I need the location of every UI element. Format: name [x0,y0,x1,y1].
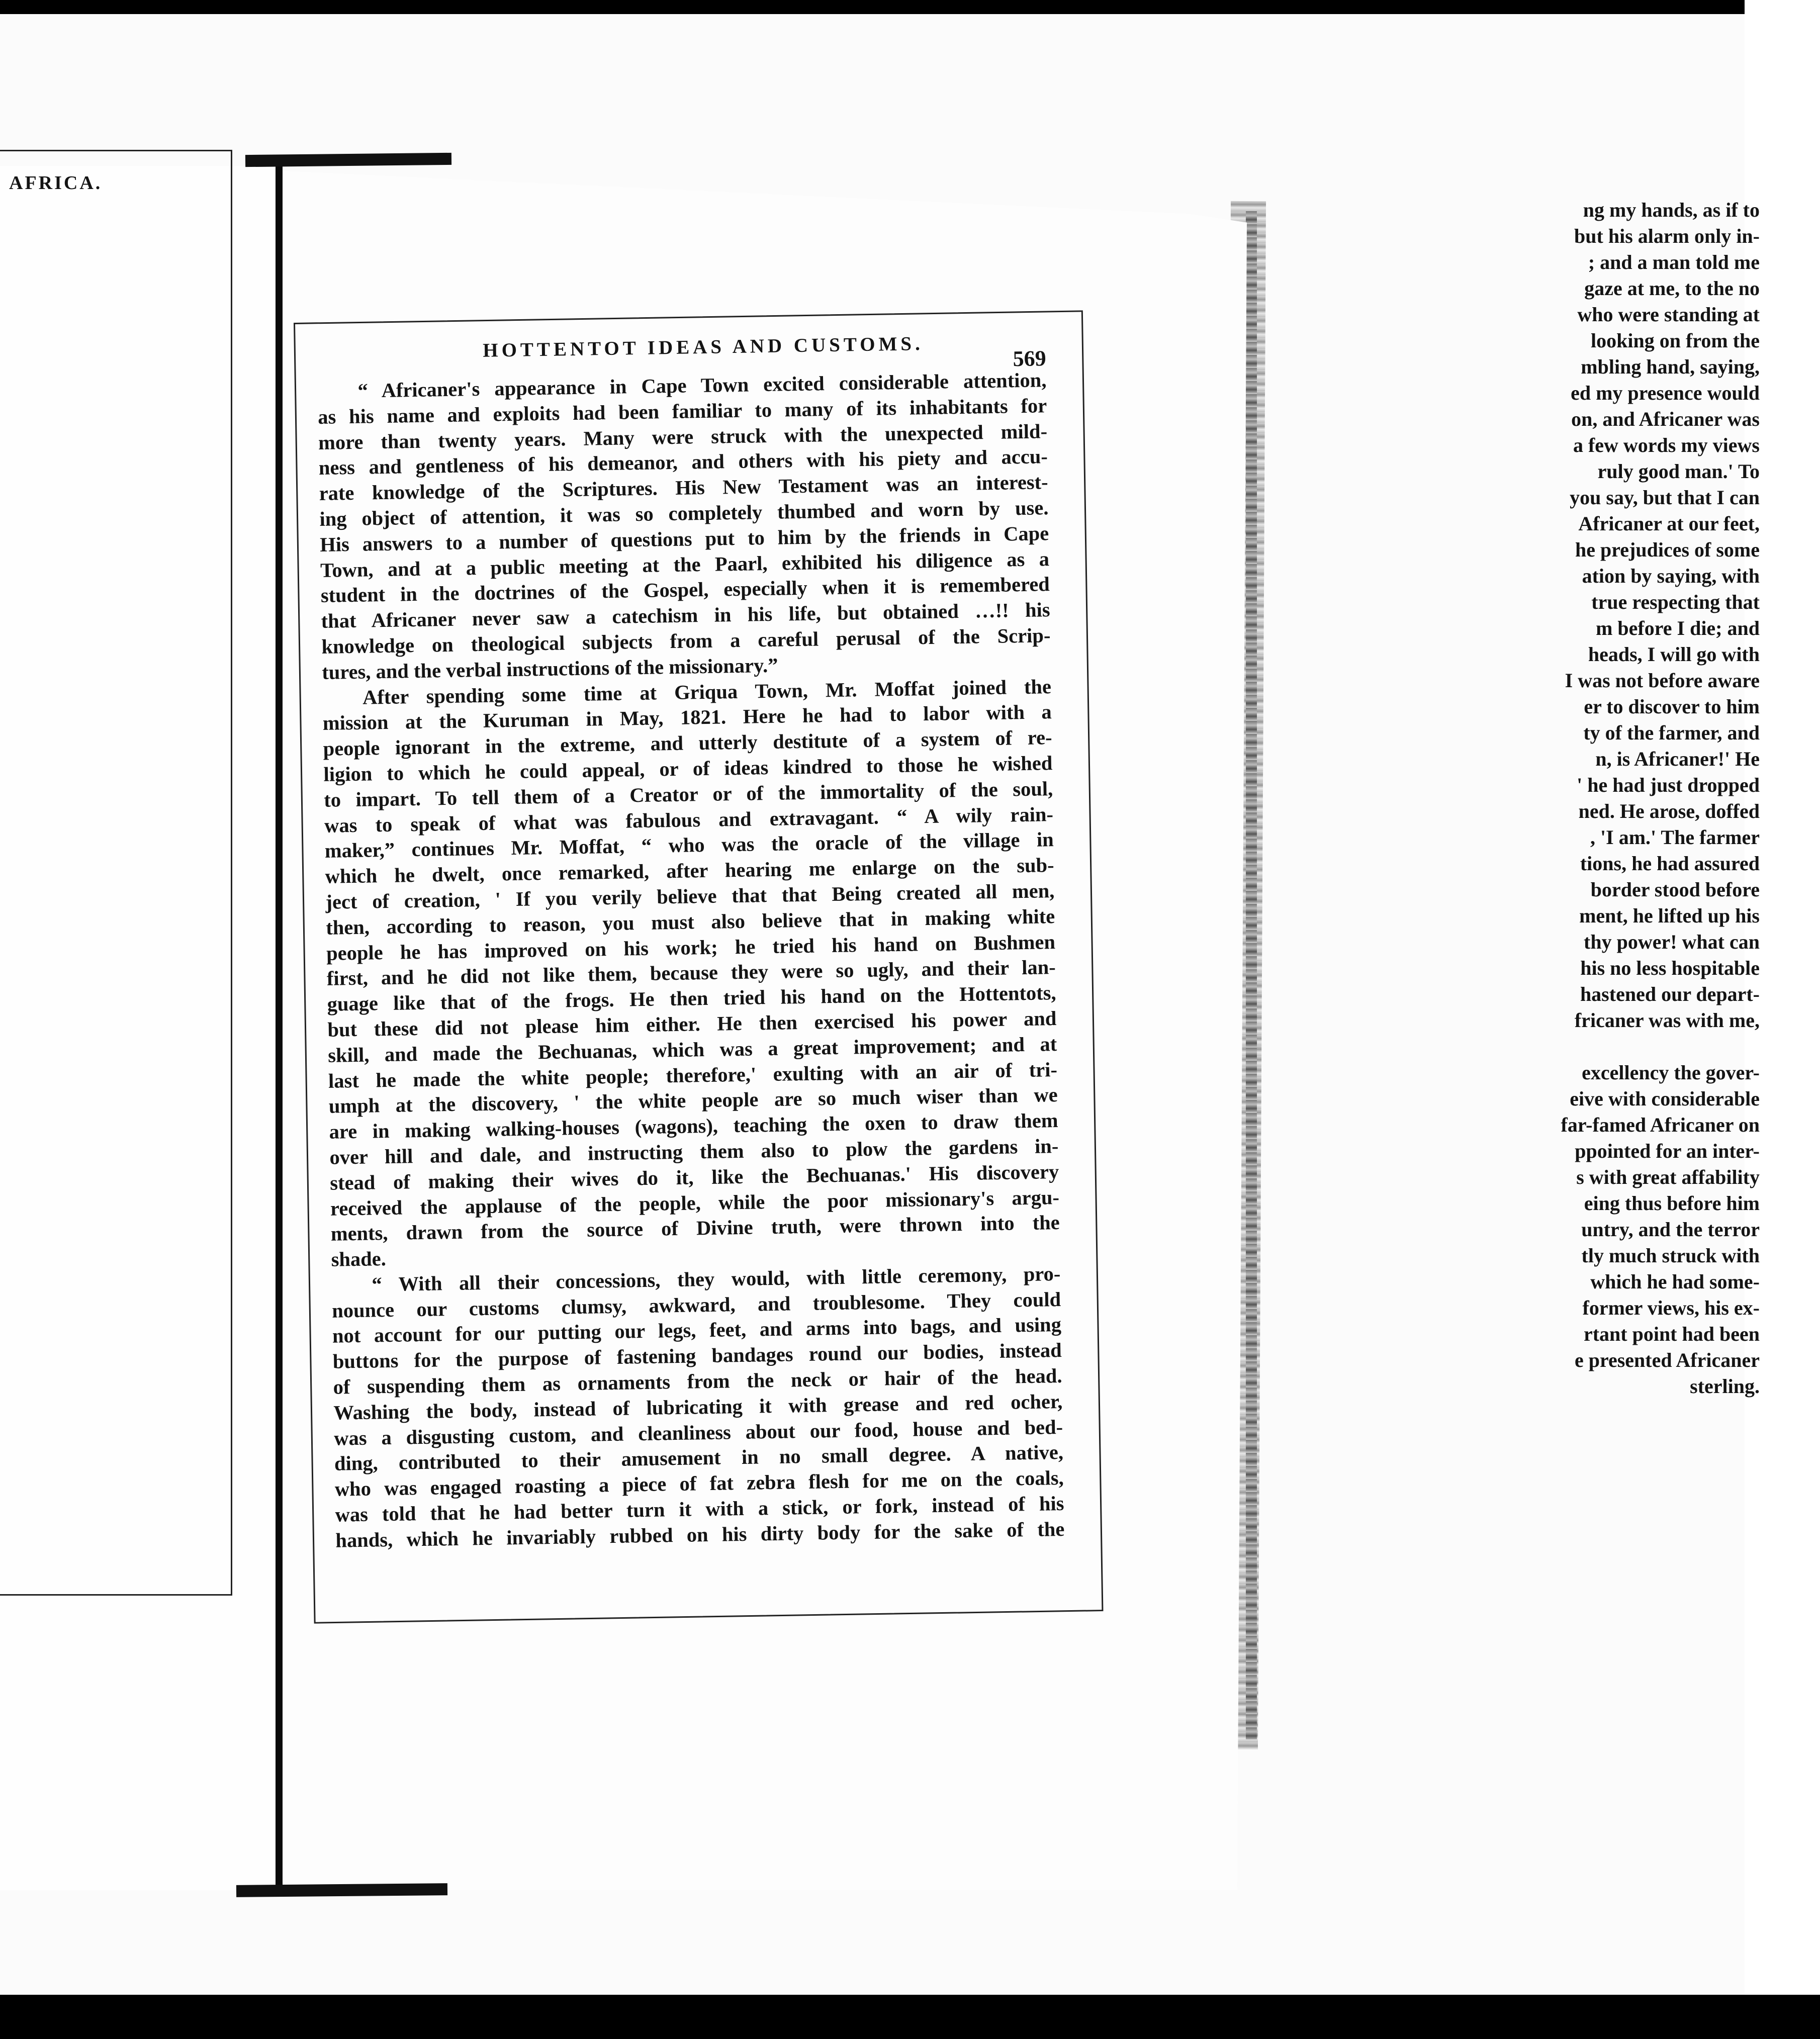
page-edges-shadow [1246,211,1257,1739]
text-line: was to speak of what was fabulous and extravagant. “ A wily rain- [324,802,1054,837]
text-line: Washing the body, instead of lubricating it with grease and red ocher, [333,1389,1063,1424]
text-line: “ Africaner's appearance in Cape Town excited considerable attention, [357,368,1047,402]
text-line: last he made the white people; therefore,' exulting with an air of tri- [328,1058,1058,1092]
body-text [317,367,1065,1553]
text-line: umph at the discovery, ' the white people are so much wiser than we [328,1083,1058,1118]
text-line: you say, but that I can [1570,486,1760,509]
text-line: ness and gentleness of his demeanor, and others with his piety and accu- [318,445,1048,480]
text-line: ments, drawn from the source of Divine truth, were thrown into the [330,1211,1060,1246]
text-line: maker,” continues Mr. Moffat, “ who was the oracle of the village in [324,828,1054,863]
text-line: stead of making their wives do it, like the Bechuanas.' His discovery [329,1160,1059,1194]
left-page-text [1478,197,1760,1400]
text-line: which he dwelt, once remarked, after hearing me enlarge on the sub- [325,854,1054,888]
text-line: ation by saying, with [1582,565,1760,587]
text-line: “ With all their concessions, they would, with little ceremony, pro- [372,1262,1061,1296]
text-line: skill, and made the Bechuanas, which was a great improvement; and at [327,1032,1057,1067]
text-line: over hill and dale, and instructing them also to plow the gardens in- [329,1134,1059,1169]
text-line: far-famed Africaner on [1561,1114,1760,1136]
text-line: buttons for the purpose of fastening bandages round our bodies, instead [332,1339,1062,1373]
text-line: first, and he did not like them, because they were so ugly, and their lan- [326,956,1056,990]
text-line: After spending some time at Griqua Town, Mr. Moffat joined the [362,675,1052,709]
text-line: sterling. [1690,1375,1760,1398]
text-line: ppointed for an inter- [1575,1140,1760,1162]
text-line: excellency the gover- [1582,1061,1760,1084]
text-line: tures, and the verbal instructions of the missionary.” [321,654,778,684]
text-line: ned. He arose, doffed [1578,800,1760,822]
text-line: eive with considerable [1570,1087,1760,1110]
page-number: 569 [1013,346,1047,372]
text-line: but his alarm only in- [1574,225,1760,247]
text-line: was a disgusting custom, and cleanliness about our food, house and bed- [333,1415,1063,1450]
text-line: looking on from the [1591,329,1760,352]
text-line: ligion to which he could appeal, or of ideas kindred to those he wished [323,752,1053,786]
text-line: who was engaged roasting a piece of fat zebra flesh for me on the coals, [334,1466,1064,1501]
text-line: untry, and the terror [1581,1218,1760,1241]
text-line: I was not before aware [1565,669,1760,692]
text-line: on, and Africaner was [1571,408,1760,430]
text-line: true respecting that [1591,591,1760,613]
text-line: rtant point had been [1583,1323,1760,1345]
text-line: nounce our customs clumsy, awkward, and troublesome. They could [331,1287,1061,1322]
text-line: then, according to reason, you must also believe that in making white [325,904,1055,939]
text-line: His answers to a number of questions put to him by the friends in Cape [319,521,1049,556]
text-line: people ignorant in the extreme, and utterly destitute of a system of re- [323,726,1052,761]
text-line: fricaner was with me, [1574,1009,1760,1032]
text-line: mission at the Kuruman in May, 1821. Here he had to labor with a [322,700,1052,735]
left-page-header: AFRICA. [9,172,103,194]
text-line: former views, his ex- [1582,1296,1760,1319]
text-line: tly much struck with [1581,1244,1760,1267]
text-line: gaze at me, to the no [1584,277,1760,300]
text-line: Africaner at our feet, [1578,512,1760,535]
text-line: ment, he lifted up his [1579,904,1760,927]
text-line: , 'I am.' The farmer [1590,826,1760,849]
text-line: hastened our depart- [1580,983,1760,1005]
text-line: he prejudices of some [1575,538,1760,561]
text-line: m before I die; and [1596,617,1760,639]
text-line: eing thus before him [1584,1192,1760,1215]
text-line: student in the doctrines of the Gospel, especially when it is remembered [320,573,1050,607]
text-line: knowledge on theological subjects from a careful perusal of the Scrip- [321,624,1051,658]
text-line: ' he had just dropped [1577,774,1760,796]
text-line: s with great affability [1576,1166,1760,1188]
text-line: ding, contributed to their amusement in no small degree. A native, [334,1441,1064,1475]
text-line: e presented Africaner [1574,1349,1760,1371]
text-line [1478,1034,1760,1060]
scan-border-top [0,0,1745,14]
text-line: as his name and exploits had been familiar to many of its inhabitants for [317,394,1047,428]
text-line: shade. [331,1247,387,1271]
text-line: rate knowledge of the Scriptures. His New Testament was an interest- [319,471,1048,505]
right-page-text-block [317,330,1065,1608]
text-line: n, is Africaner!' He [1595,748,1760,770]
binding-clip-top [245,153,451,167]
text-line: ing object of attention, it was so completely thumbed and worn by use. [319,496,1049,530]
text-line: not account for our putting our legs, feet, and arms into bags, and using [332,1313,1062,1348]
text-line: border stood before [1590,878,1760,901]
text-line: er to discover to him [1584,695,1760,718]
text-line: tions, he had assured [1580,852,1760,875]
text-line: ed my presence would [1571,382,1760,404]
text-line: who were standing at [1577,303,1760,326]
text-line: ng my hands, as if to [1583,199,1760,221]
text-line: mbling hand, saying, [1581,355,1760,378]
text-line: are in making walking-houses (wagons), teaching the oxen to draw them [329,1109,1058,1143]
text-line: was told that he had better turn it with a stick, or fork, instead of his [335,1492,1064,1526]
text-line: which he had some- [1590,1270,1760,1293]
running-head: HOTTENTOT IDEAS AND CUSTOMS. [482,333,924,361]
text-line: guage like that of the frogs. He then tried his hand on the Hottentots, [327,981,1056,1015]
text-line: of suspending them as ornaments from the neck or hair of the head. [333,1364,1062,1399]
left-page-frame [0,150,232,1596]
text-line: thy power! what can [1584,931,1760,953]
binding-clip-bottom [236,1883,447,1897]
text-line: ty of the farmer, and [1583,721,1760,744]
book-spine [276,156,283,1895]
text-line: people he has improved on his work; he tried his hand on Bushmen [326,930,1056,965]
text-line: more than twenty years. Many were struck with the unexpected mild- [318,419,1048,454]
scan-border-bottom [0,1995,1820,2039]
text-line: ; and a man told me [1588,251,1760,273]
text-line: his no less hospitable [1580,957,1760,979]
text-line: received the applause of the people, while the poor missionary's argu- [330,1185,1060,1220]
text-line: Town, and at a public meeting at the Paarl, exhibited his diligence as a [320,547,1050,582]
text-line: to impart. To tell them of a Creator or of the immortality of the soul, [323,777,1053,811]
text-line: heads, I will go with [1588,643,1760,666]
text-line: ruly good man.' To [1597,460,1760,483]
text-line: ject of creation, ' If you verily believe that that Being created all men, [325,879,1055,913]
text-line: a few words my views [1573,434,1760,456]
text-line: but these did not please him either. He then exercised his power and [327,1006,1057,1041]
text-line: that Africaner never saw a catechism in his life, but obtained …!! his [321,598,1050,633]
text-line: hands, which he invariably rubbed on his dirty body for the sake of the [335,1517,1065,1552]
